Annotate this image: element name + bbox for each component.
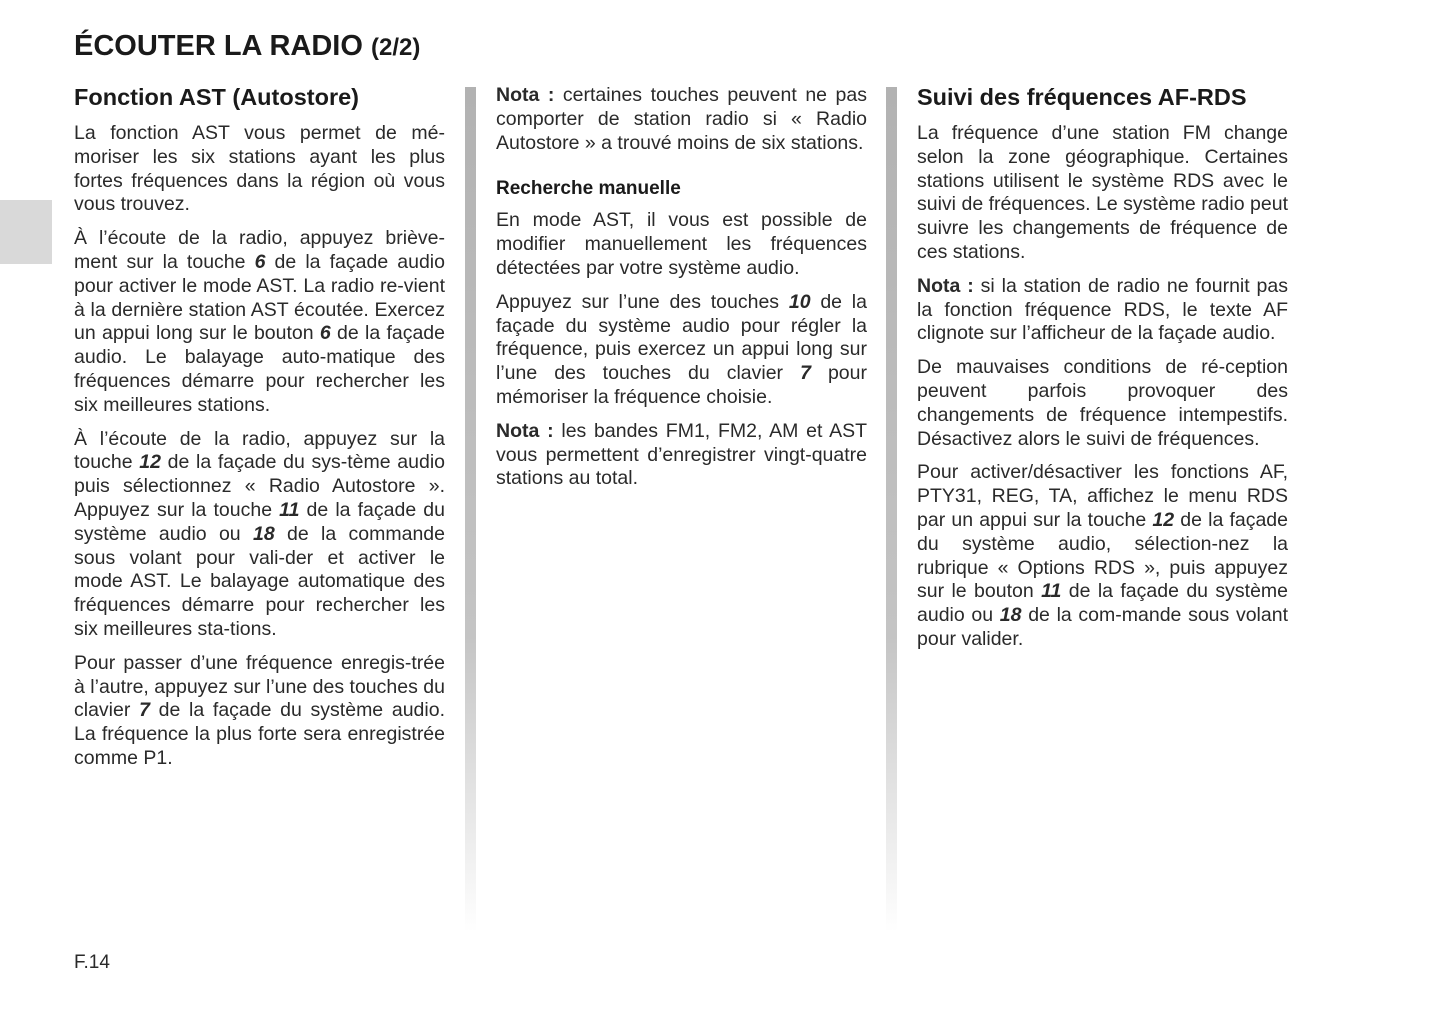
heading-af-rds: Suivi des fréquences AF-RDS xyxy=(917,84,1247,110)
section-tab-marker xyxy=(0,200,52,264)
paragraph-ast-intro: La fonction AST vous permet de mé-moriser les six stations ayant les plus fortes fréquences dans la région où vous vous trouvez. xyxy=(74,122,445,216)
column-divider-2 xyxy=(886,87,897,932)
page-title: ÉCOUTER LA RADIO (2/2) xyxy=(74,30,421,62)
paragraph-ast-menu: À l’écoute de la radio, appuyez sur la touche 12 de la façade du sys-tème audio puis sélectionnez « Radio Autostore ». Appuyez sur la touche 11 de la façade du système audio ou 18 de la commande sous volant pour vali-der et activer le mode AST. Le balayage automatique des fréquences démarre pour rechercher les six meilleures sta-tions. xyxy=(74,427,446,640)
column-middle xyxy=(496,84,867,501)
note-ast-stations: Nota : certaines touches peuvent ne pas comporter de station radio si « Radio Autostore » a trouvé moins de six stations. xyxy=(496,84,867,154)
note-rds: Nota : si la station de radio ne fournit pas la fonction fréquence RDS, le texte AF clignote sur l’afficheur de la façade audio. xyxy=(917,274,1288,345)
paragraph-manual-intro: En mode AST, il vous est possible de modifier manuellement les fréquences détectées par votre système audio. xyxy=(496,209,867,279)
heading-manual-search: Recherche manuelle xyxy=(496,178,681,200)
note-bands: Nota : les bandes FM1, FM2, AM et AST vous permettent d’enregistrer vingt-quatre stations au total. xyxy=(496,419,867,490)
paragraph-reception: De mauvaises conditions de ré-ception peuvent parfois provoquer des changements de fréquence intempestifs. Désactivez alors le suivi de fréquences. xyxy=(917,356,1288,450)
column-divider-1 xyxy=(465,87,476,932)
column-left xyxy=(74,80,445,781)
paragraph-rds-menu: Pour activer/désactiver les fonctions AF, PTY31, REG, TA, affichez le menu RDS par un appui sur la touche 12 de la façade du système audio, sélection-nez la rubrique « Options RDS », puis appuyez sur le bouton 11 de la façade du système audio ou 18 de la com-mande sous volant pour valider. xyxy=(917,461,1289,650)
heading-ast: Fonction AST (Autostore) xyxy=(74,84,360,110)
page-number: F.14 xyxy=(74,952,110,973)
paragraph-manual-steps: Appuyez sur l’une des touches 10 de la façade du système audio pour régler la fréquence, puis exercez un appui long sur l’une des touches du clavier 7 pour mémoriser la fréquence choisie. xyxy=(496,290,867,408)
paragraph-af-intro: La fréquence d’une station FM change selon la zone géographique. Certaines stations utilisent le système RDS avec le suivi de fréquences. Le système radio peut suivre les changements de fréquence de ces stations. xyxy=(917,122,1288,263)
paragraph-ast-switch: Pour passer d’une fréquence enregis-trée à l’autre, appuyez sur l’une des touches du clavier 7 de la façade du système audio. La fréquence la plus forte sera enregistrée comme P1. xyxy=(74,651,445,769)
column-right xyxy=(917,80,1288,662)
paragraph-ast-activate: À l’écoute de la radio, appuyez briève-ment sur la touche 6 de la façade audio pour activer le mode AST. La radio re-vient à la dernière station AST écoutée. Exercez un appui long sur le bouton 6 de la façade audio. Le balayage auto-matique des fréquences démarre pour rechercher les six meilleures stations. xyxy=(74,227,445,416)
